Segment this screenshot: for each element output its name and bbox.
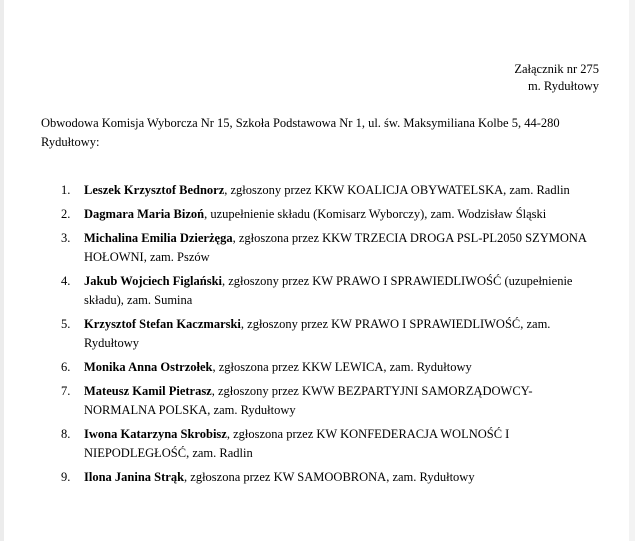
page-left-edge (0, 0, 4, 541)
page-right-edge (629, 0, 635, 541)
member-details: , zgłoszony przez KWW BEZPARTYJNI SAMORZĄDOWCY-NORMALNA POLSKA, zam. Rydułtowy (84, 384, 533, 417)
member-name: Mateusz Kamil Pietrasz (84, 384, 212, 398)
member-name: Krzysztof Stefan Kaczmarski (84, 317, 241, 331)
member-details: , uzupełnienie składu (Komisarz Wyborczy), zam. Wodzisław Śląski (204, 207, 547, 221)
member-item (41, 425, 601, 463)
annex-number: Załącznik nr 275 (514, 62, 599, 76)
member-item (41, 181, 601, 200)
members-list (41, 181, 601, 492)
member-number: 8. (61, 427, 71, 441)
member-number: 2. (61, 207, 71, 221)
member-item (41, 468, 601, 487)
member-number: 1. (61, 183, 71, 197)
member-name: Jakub Wojciech Figlański (84, 274, 222, 288)
commission-description: Obwodowa Komisja Wyborcza Nr 15, Szkoła Podstawowa Nr 1, ul. św. Maksymiliana Kolbe 5, 44-280 Rydułtowy: (41, 116, 560, 149)
member-name: Iwona Katarzyna Skrobisz (84, 427, 227, 441)
member-number: 5. (61, 317, 71, 331)
member-details: , zgłoszona przez KKW LEWICA, zam. Rydułtowy (212, 360, 472, 374)
member-number: 9. (61, 470, 71, 484)
member-item (41, 272, 601, 310)
member-details: , zgłoszony przez KKW KOALICJA OBYWATELSKA, zam. Radlin (224, 183, 570, 197)
member-number: 4. (61, 274, 71, 288)
annex-city: m. Rydułtowy (527, 79, 599, 93)
member-number: 7. (61, 384, 71, 398)
member-number: 6. (61, 360, 71, 374)
member-item (41, 382, 601, 420)
member-item (41, 358, 601, 377)
member-details: , zgłoszona przez KKW TRZECIA DROGA PSL-PL2050 SZYMONA HOŁOWNI, zam. Pszów (84, 231, 587, 264)
member-name: Dagmara Maria Bizoń (84, 207, 205, 221)
member-name: Leszek Krzysztof Bednorz (84, 183, 225, 197)
member-name: Michalina Emilia Dzierżęga (84, 231, 233, 245)
member-details: , zgłoszony przez KW PRAWO I SPRAWIEDLIWOŚĆ (uzupełnienie składu), zam. Sumina (84, 274, 573, 307)
member-item (41, 315, 601, 353)
member-name: Ilona Janina Strąk (84, 470, 185, 484)
member-details: , zgłoszona przez KW SAMOOBRONA, zam. Rydułtowy (184, 470, 475, 484)
member-item (41, 229, 601, 267)
member-details: , zgłoszony przez KW PRAWO I SPRAWIEDLIWOŚĆ, zam. Rydułtowy (84, 317, 551, 350)
member-item (41, 205, 601, 224)
annex-header (514, 61, 599, 95)
member-details: , zgłoszona przez KW KONFEDERACJA WOLNOŚĆ I NIEPODLEGŁOŚĆ, zam. Radlin (84, 427, 510, 460)
member-name: Monika Anna Ostrzołek (84, 360, 213, 374)
member-number: 3. (61, 231, 71, 245)
